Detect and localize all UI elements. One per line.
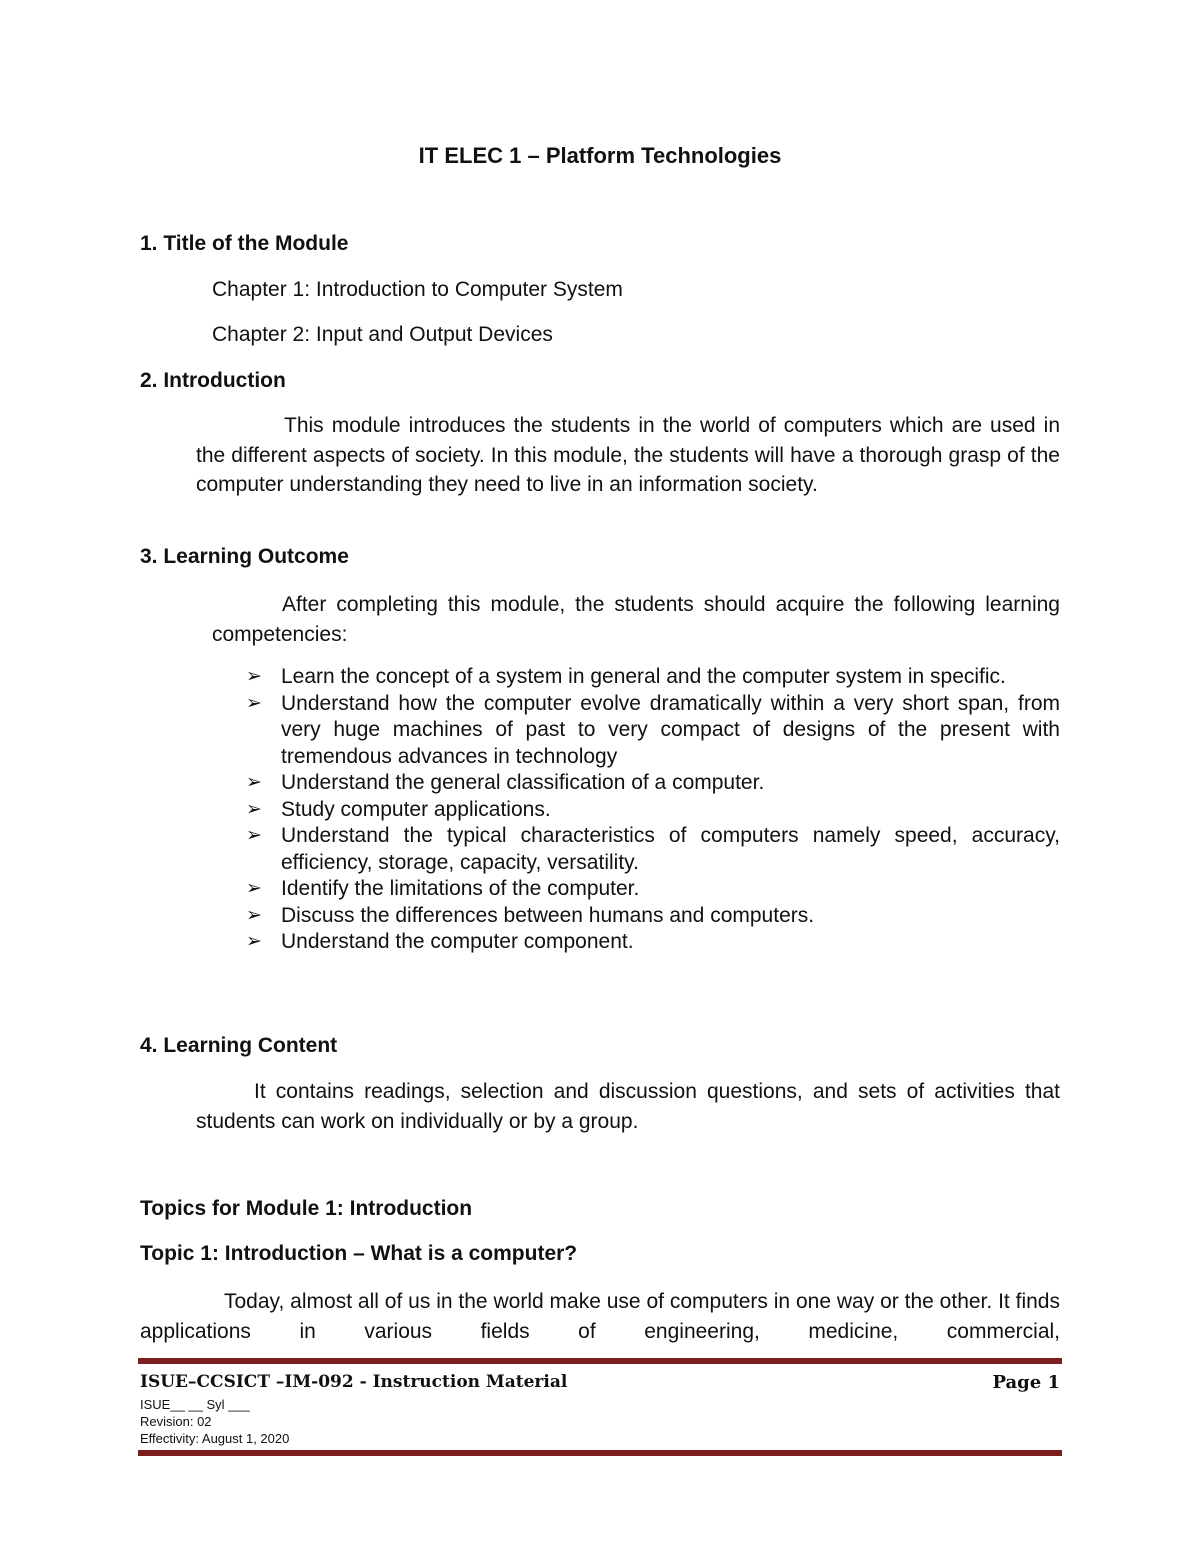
- footer-revision: Revision: 02: [140, 1414, 212, 1429]
- list-item: ➢ Identify the limitations of the computer.: [246, 876, 1060, 903]
- list-item: ➢ Understand how the computer evolve dramatically within a very short span, from very huge machines of past to very compact of designs of the present with tremendous advances in technology: [246, 691, 1060, 768]
- footer-syl: ISUE__ __ Syl ___: [140, 1397, 250, 1412]
- section-heading-title-module: 1. Title of the Module: [140, 232, 349, 255]
- topic-1-heading: Topic 1: Introduction – What is a computer?: [140, 1242, 578, 1265]
- learning-outcome-intro: After completing this module, the students should acquire the following learning competencies:: [212, 593, 1060, 646]
- arrow-bullet-icon: ➢: [246, 931, 262, 952]
- topic-1-paragraph: Today, almost all of us in the world make use of computers in one way or the other. It finds applications in various fields of engineering, medicine, commercial,: [140, 1290, 1060, 1343]
- list-item: ➢ Discuss the differences between humans and computers.: [246, 903, 1060, 930]
- chapter-1-line: Chapter 1: Introduction to Computer System: [212, 278, 623, 301]
- section-heading-introduction: 2. Introduction: [140, 369, 286, 392]
- arrow-bullet-icon: ➢: [246, 904, 262, 926]
- learning-outcome-list: [246, 664, 1060, 956]
- list-item: ➢ Understand the computer component.: [246, 929, 1060, 956]
- list-item: ➢ Study computer applications.: [246, 797, 1060, 824]
- arrow-bullet-icon: ➢: [246, 825, 262, 846]
- footer-material-label: ISUE–CCSICT –IM-092 - Instruction Material: [140, 1372, 568, 1392]
- chapter-2-line: Chapter 2: Input and Output Devices: [212, 323, 553, 346]
- section-heading-learning-content: 4. Learning Content: [140, 1034, 338, 1057]
- footer-top-rule: [138, 1358, 1062, 1364]
- arrow-bullet-icon: ➢: [246, 692, 262, 714]
- footer-effectivity: Effectivity: August 1, 2020: [140, 1431, 290, 1446]
- introduction-paragraph: This module introduces the students in the world of computers which are used in the different aspects of society. In this module, the students will have a thorough grasp of the computer understanding they need to live in an information society.: [196, 414, 1060, 496]
- arrow-bullet-icon: ➢: [246, 666, 262, 687]
- topics-heading: Topics for Module 1: Introduction: [140, 1197, 473, 1220]
- arrow-bullet-icon: ➢: [246, 772, 262, 793]
- footer-page-number: Page 1: [992, 1372, 1060, 1393]
- document-title: IT ELEC 1 – Platform Technologies: [418, 143, 782, 168]
- footer-bottom-rule: [138, 1450, 1062, 1456]
- learning-content-paragraph: It contains readings, selection and discussion questions, and sets of activities that students can work on individually or by a group.: [196, 1080, 1060, 1133]
- section-heading-learning-outcome: 3. Learning Outcome: [140, 545, 349, 568]
- arrow-bullet-icon: ➢: [246, 798, 262, 820]
- arrow-bullet-icon: ➢: [246, 878, 262, 899]
- list-item: ➢ Understand the typical characteristics of computers namely speed, accuracy, efficiency, storage, capacity, versatility.: [246, 824, 1060, 874]
- list-item: ➢ Understand the general classification of a computer.: [246, 770, 1060, 797]
- list-item: ➢ Learn the concept of a system in general and the computer system in specific.: [246, 664, 1060, 691]
